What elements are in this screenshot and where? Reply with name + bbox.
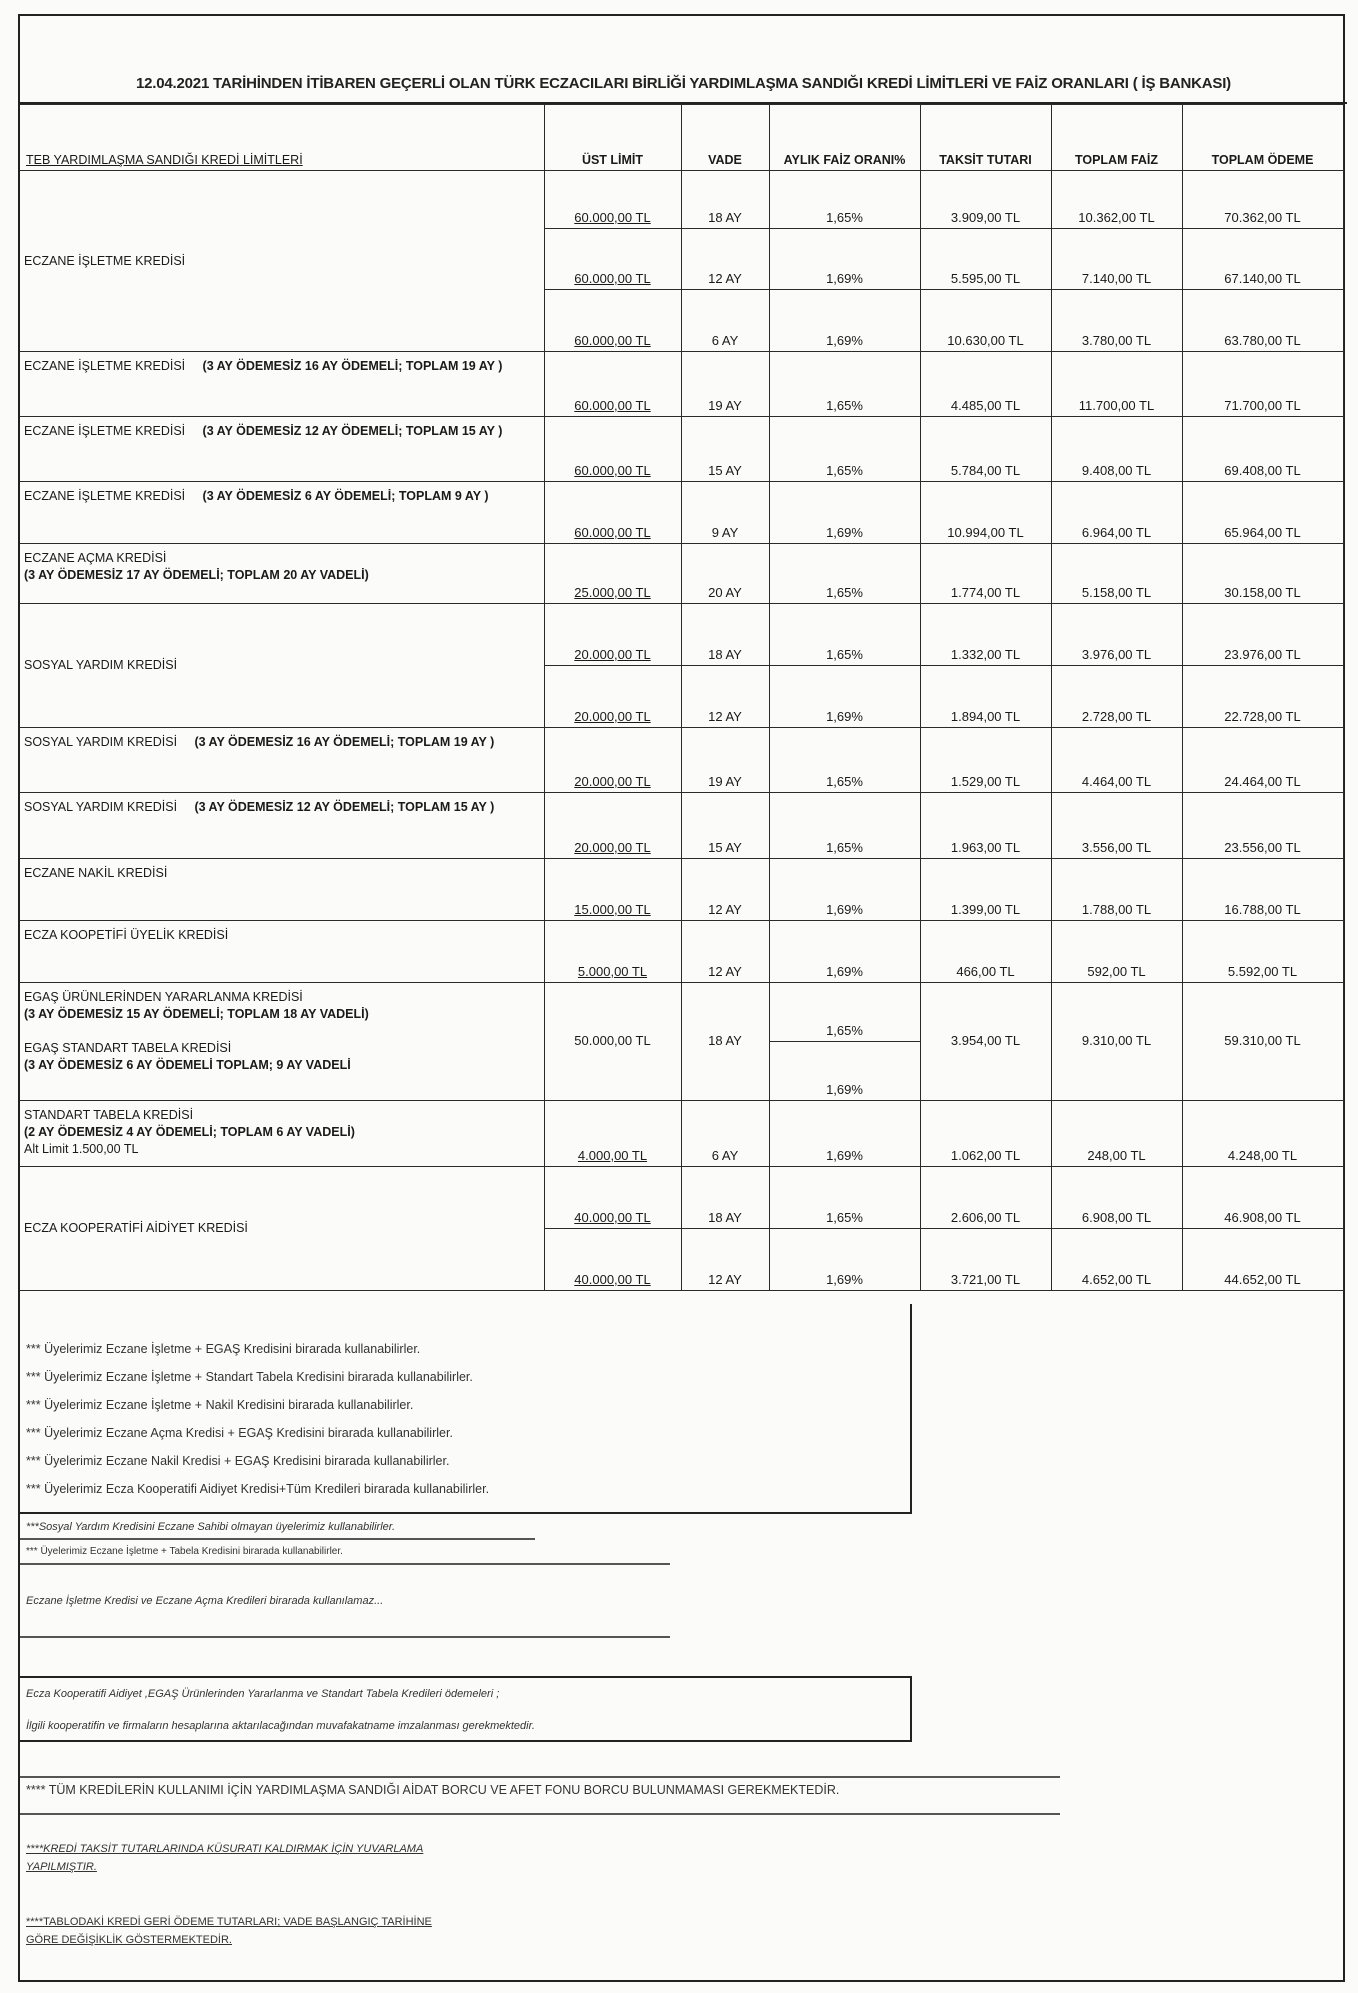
cell-interest: 9.408,00 TL	[1051, 417, 1182, 482]
cell-rate: 1,69%	[769, 859, 920, 921]
cell-term: 15 AY	[681, 793, 769, 859]
table-row	[20, 1167, 1343, 1229]
credit-name: ECZANE İŞLETME KREDİSİ (3 AY ÖDEMESİZ 6 AY ÖDEMELİ; TOPLAM 9 AY )	[20, 482, 544, 544]
document-title: 12.04.2021 TARİHİNDEN İTİBAREN GEÇERLİ OLAN TÜRK ECZACILARI BİRLİĞİ YARDIMLAŞMA SANDIĞI KREDİ LİMİTLERİ VE FAİZ ORANLARI ( İŞ BANKASI)	[20, 58, 1347, 104]
cell-interest: 3.780,00 TL	[1051, 290, 1182, 352]
cell-interest: 4.464,00 TL	[1051, 728, 1182, 793]
table-row	[20, 171, 1343, 229]
cell-total: 67.140,00 TL	[1182, 229, 1343, 290]
social-credit-note: ***Sosyal Yardım Kredisini Eczane Sahibi olmayan üyelerimiz kullanabilirler.	[26, 1521, 396, 1533]
cell-total: 16.788,00 TL	[1182, 859, 1343, 921]
cell-limit: 60.000,00 TL	[544, 290, 681, 352]
rounding-note-line1: ****KREDİ TAKSİT TUTARLARINDA KÜSURATI KALDIRMAK İÇİN YUVARLAMA	[26, 1843, 424, 1855]
dues-requirement-note: **** TÜM KREDİLERİN KULLANIMI İÇİN YARDIMLAŞMA SANDIĞI AİDAT BORCU VE AFET FONU BORCU BULUNMAMASI GEREKMEKTEDİR.	[26, 1783, 840, 1797]
cell-interest: 7.140,00 TL	[1051, 229, 1182, 290]
cell-rate: 1,65%	[769, 544, 920, 604]
header-upper-limit: ÜST LİMİT	[544, 105, 681, 171]
table-row	[20, 793, 1343, 859]
cell-installment: 10.994,00 TL	[920, 482, 1051, 544]
tabela-note: *** Üyelerimiz Eczane İşletme + Tabela Kredisini birarada kullanabilirler.	[26, 1546, 343, 1557]
header-installment: TAKSİT TUTARI	[920, 105, 1051, 171]
payment-note-line2: İlgili kooperatifin ve firmaların hesaplarına aktarılacağından muvafakatname imzalanması gerekmektedir.	[26, 1720, 535, 1732]
note-line: *** Üyelerimiz Eczane Nakil Kredisi + EGAŞ Kredisini birarada kullanabilirler.	[26, 1454, 450, 1468]
cell-interest: 2.728,00 TL	[1051, 666, 1182, 728]
cell-installment: 1.529,00 TL	[920, 728, 1051, 793]
credit-name: ECZANE AÇMA KREDİSİ (3 AY ÖDEMESİZ 17 AY ÖDEMELİ; TOPLAM 20 AY VADELİ)	[20, 544, 544, 604]
cell-interest: 3.976,00 TL	[1051, 604, 1182, 666]
cell-installment: 2.606,00 TL	[920, 1167, 1051, 1229]
cell-term: 19 AY	[681, 352, 769, 417]
cell-total: 23.976,00 TL	[1182, 604, 1343, 666]
cell-limit: 4.000,00 TL	[544, 1101, 681, 1167]
credit-name: SOSYAL YARDIM KREDİSİ (3 AY ÖDEMESİZ 12 AY ÖDEMELİ; TOPLAM 15 AY )	[20, 793, 544, 859]
cell-term: 12 AY	[681, 666, 769, 728]
rounding-note-line2: YAPILMIŞTIR.	[26, 1861, 97, 1873]
cell-limit: 60.000,00 TL	[544, 482, 681, 544]
combinable-notes-box	[20, 1304, 912, 1514]
cell-rate: 1,65%	[769, 352, 920, 417]
cell-total: 63.780,00 TL	[1182, 290, 1343, 352]
cell-installment: 3.721,00 TL	[920, 1229, 1051, 1291]
header-total-interest: TOPLAM FAİZ	[1051, 105, 1182, 171]
cell-term: 18 AY	[681, 1167, 769, 1229]
note-line: *** Üyelerimiz Eczane İşletme + Nakil Kredisini birarada kullanabilirler.	[26, 1398, 414, 1412]
cell-term: 18 AY	[681, 604, 769, 666]
cell-term: 12 AY	[681, 921, 769, 983]
credit-name: ECZANE İŞLETME KREDİSİ (3 AY ÖDEMESİZ 16 AY ÖDEMELİ; TOPLAM 19 AY )	[20, 352, 544, 417]
cell-total: 44.652,00 TL	[1182, 1229, 1343, 1291]
cell-term: 19 AY	[681, 728, 769, 793]
header-monthly-rate: AYLIK FAİZ ORANI%	[769, 105, 920, 171]
cell-term: 15 AY	[681, 417, 769, 482]
cell-limit: 25.000,00 TL	[544, 544, 681, 604]
cell-interest: 592,00 TL	[1051, 921, 1182, 983]
cell-total: 22.728,00 TL	[1182, 666, 1343, 728]
cell-interest: 4.652,00 TL	[1051, 1229, 1182, 1291]
cell-installment: 3.909,00 TL	[920, 171, 1051, 229]
divider	[20, 1538, 535, 1540]
divider	[20, 1776, 1060, 1778]
credit-name: ECZA KOOPERATİFİ AİDİYET KREDİSİ	[20, 1167, 544, 1291]
cell-installment: 10.630,00 TL	[920, 290, 1051, 352]
cell-interest: 9.310,00 TL	[1051, 983, 1182, 1101]
cell-interest: 10.362,00 TL	[1051, 171, 1182, 229]
cell-installment: 1.062,00 TL	[920, 1101, 1051, 1167]
cell-total: 4.248,00 TL	[1182, 1101, 1343, 1167]
cell-rate: 1,69%	[769, 1229, 920, 1291]
cell-term: 20 AY	[681, 544, 769, 604]
cell-rate: 1,65%	[769, 728, 920, 793]
cell-total: 30.158,00 TL	[1182, 544, 1343, 604]
credit-name: SOSYAL YARDIM KREDİSİ	[20, 604, 544, 728]
cell-rate: 1,69%	[769, 290, 920, 352]
cell-limit: 20.000,00 TL	[544, 666, 681, 728]
cell-rate: 1,69%	[769, 921, 920, 983]
cell-installment: 1.332,00 TL	[920, 604, 1051, 666]
table-row	[20, 544, 1343, 604]
table-row	[20, 417, 1343, 482]
cell-installment: 3.954,00 TL	[920, 983, 1051, 1101]
table-row	[20, 1101, 1343, 1167]
cell-installment: 5.595,00 TL	[920, 229, 1051, 290]
table-row	[20, 859, 1343, 921]
credit-name: ECZANE İŞLETME KREDİSİ (3 AY ÖDEMESİZ 12 AY ÖDEMELİ; TOPLAM 15 AY )	[20, 417, 544, 482]
cell-installment: 5.784,00 TL	[920, 417, 1051, 482]
payment-note-line1: Ecza Kooperatifi Aidiyet ,EGAŞ Ürünlerinden Yararlanma ve Standart Tabela Kredileri ödemeleri ;	[26, 1688, 500, 1700]
cell-installment: 1.774,00 TL	[920, 544, 1051, 604]
cell-rate: 1,69%	[769, 482, 920, 544]
payment-consent-box	[20, 1676, 912, 1742]
cell-term: 6 AY	[681, 1101, 769, 1167]
cell-term: 18 AY	[681, 983, 769, 1101]
cell-rate: 1,69%	[769, 229, 920, 290]
table-row	[20, 482, 1343, 544]
cell-limit: 60.000,00 TL	[544, 352, 681, 417]
cell-total: 70.362,00 TL	[1182, 171, 1343, 229]
note-line: *** Üyelerimiz Ecza Kooperatifi Aidiyet Kredisi+Tüm Kredileri birarada kullanabilirler.	[26, 1482, 490, 1496]
not-combinable-note: Eczane İşletme Kredisi ve Eczane Açma Kredileri birarada kullanılamaz...	[26, 1595, 384, 1607]
cell-installment: 1.894,00 TL	[920, 666, 1051, 728]
cell-total: 23.556,00 TL	[1182, 793, 1343, 859]
divider	[20, 1563, 670, 1565]
cell-rate: 1,65%	[769, 604, 920, 666]
cell-limit: 40.000,00 TL	[544, 1167, 681, 1229]
cell-interest: 5.158,00 TL	[1051, 544, 1182, 604]
cell-rate: 1,69%	[769, 1101, 920, 1167]
cell-term: 12 AY	[681, 229, 769, 290]
cell-term: 6 AY	[681, 290, 769, 352]
header-total-payment: TOPLAM ÖDEME	[1182, 105, 1343, 171]
cell-term: 12 AY	[681, 859, 769, 921]
cell-interest: 11.700,00 TL	[1051, 352, 1182, 417]
cell-limit: 20.000,00 TL	[544, 604, 681, 666]
cell-limit: 15.000,00 TL	[544, 859, 681, 921]
divider	[20, 1636, 670, 1638]
cell-total: 71.700,00 TL	[1182, 352, 1343, 417]
table-row	[20, 352, 1343, 417]
cell-interest: 6.964,00 TL	[1051, 482, 1182, 544]
cell-limit: 5.000,00 TL	[544, 921, 681, 983]
cell-limit: 20.000,00 TL	[544, 728, 681, 793]
credit-name: STANDART TABELA KREDİSİ (2 AY ÖDEMESİZ 4 AY ÖDEMELİ; TOPLAM 6 AY VADELİ) Alt Limit 1.500,00 TL	[20, 1101, 544, 1167]
cell-interest: 248,00 TL	[1051, 1101, 1182, 1167]
cell-total: 59.310,00 TL	[1182, 983, 1343, 1101]
cell-limit: 60.000,00 TL	[544, 171, 681, 229]
cell-limit: 60.000,00 TL	[544, 417, 681, 482]
cell-total: 46.908,00 TL	[1182, 1167, 1343, 1229]
cell-installment: 1.399,00 TL	[920, 859, 1051, 921]
cell-term: 12 AY	[681, 1229, 769, 1291]
variation-note-line1: ****TABLODAKİ KREDİ GERİ ÖDEME TUTARLARI; VADE BAŞLANGIÇ TARİHİNE	[26, 1916, 432, 1928]
table-row	[20, 983, 1343, 1042]
cell-rate: 1,69%	[769, 1042, 920, 1101]
cell-installment: 4.485,00 TL	[920, 352, 1051, 417]
cell-interest: 6.908,00 TL	[1051, 1167, 1182, 1229]
cell-installment: 466,00 TL	[920, 921, 1051, 983]
table-row	[20, 604, 1343, 666]
credit-name: ECZANE İŞLETME KREDİSİ	[20, 171, 544, 352]
note-line: *** Üyelerimiz Eczane Açma Kredisi + EGAŞ Kredisini birarada kullanabilirler.	[26, 1426, 453, 1440]
cell-rate: 1,65%	[769, 1167, 920, 1229]
cell-interest: 1.788,00 TL	[1051, 859, 1182, 921]
cell-limit: 20.000,00 TL	[544, 793, 681, 859]
cell-total: 5.592,00 TL	[1182, 921, 1343, 983]
credit-name: EGAŞ ÜRÜNLERİNDEN YARARLANMA KREDİSİ (3 AY ÖDEMESİZ 15 AY ÖDEMELİ; TOPLAM 18 AY VADELİ) EGAŞ STANDART TABELA KREDİSİ (3 AY ÖDEMESİZ 6 AY ÖDEMELİ TOPLAM; 9 AY VADELİ	[20, 983, 544, 1101]
cell-rate: 1,69%	[769, 666, 920, 728]
table-row	[20, 921, 1343, 983]
credit-limits-table	[20, 104, 1344, 1291]
cell-installment: 1.963,00 TL	[920, 793, 1051, 859]
credit-name: ECZA KOOPETİFİ ÜYELİK KREDİSİ	[20, 921, 544, 983]
divider	[20, 1813, 1060, 1815]
cell-rate: 1,65%	[769, 793, 920, 859]
header-term: VADE	[681, 105, 769, 171]
cell-rate: 1,65%	[769, 983, 920, 1042]
note-line: *** Üyelerimiz Eczane İşletme + EGAŞ Kredisini birarada kullanabilirler.	[26, 1342, 421, 1356]
table-header-row	[20, 105, 1343, 171]
cell-term: 18 AY	[681, 171, 769, 229]
note-line: *** Üyelerimiz Eczane İşletme + Standart Tabela Kredisini birarada kullanabilirler.	[26, 1370, 473, 1384]
cell-total: 69.408,00 TL	[1182, 417, 1343, 482]
cell-limit: 60.000,00 TL	[544, 229, 681, 290]
cell-rate: 1,65%	[769, 417, 920, 482]
table-row	[20, 728, 1343, 793]
cell-total: 65.964,00 TL	[1182, 482, 1343, 544]
cell-limit: 40.000,00 TL	[544, 1229, 681, 1291]
cell-limit: 50.000,00 TL	[544, 983, 681, 1101]
header-credit-type: TEB YARDIMLAŞMA SANDIĞI KREDİ LİMİTLERİ	[20, 105, 544, 171]
cell-total: 24.464,00 TL	[1182, 728, 1343, 793]
credit-name: ECZANE NAKİL KREDİSİ	[20, 859, 544, 921]
cell-rate: 1,65%	[769, 171, 920, 229]
cell-term: 9 AY	[681, 482, 769, 544]
cell-interest: 3.556,00 TL	[1051, 793, 1182, 859]
document-page	[18, 14, 1345, 1982]
variation-note-line2: GÖRE DEĞİŞİKLİK GÖSTERMEKTEDİR.	[26, 1934, 232, 1946]
credit-name: SOSYAL YARDIM KREDİSİ (3 AY ÖDEMESİZ 16 AY ÖDEMELİ; TOPLAM 19 AY )	[20, 728, 544, 793]
